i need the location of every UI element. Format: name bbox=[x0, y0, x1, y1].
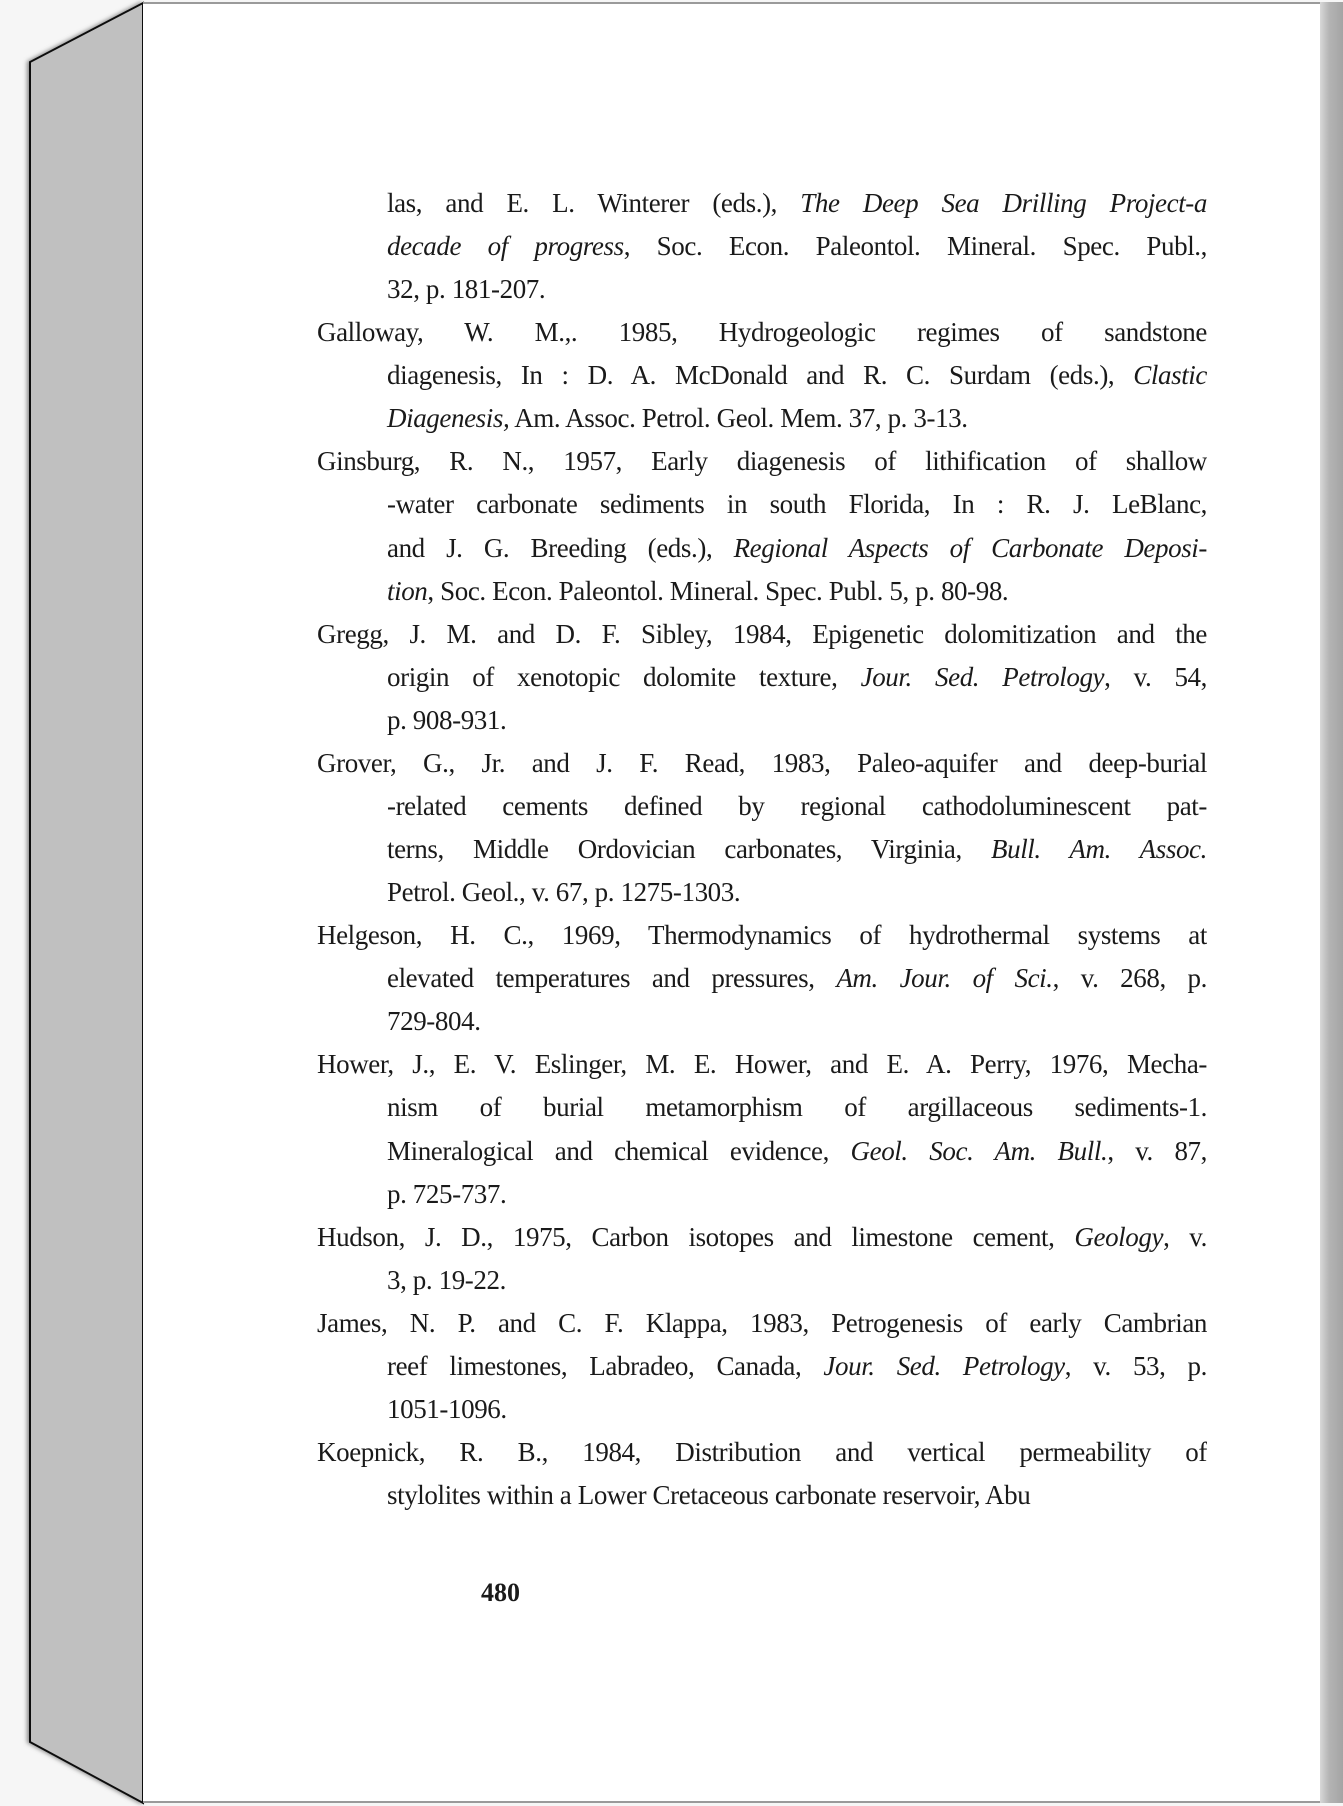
reference-text: Hower, J., E. V. Eslinger, M. E. Hower, and E. A. Perry, 1976, Mecha- bbox=[317, 1049, 1207, 1080]
reference-line bbox=[387, 527, 1207, 570]
reference-text: , v. bbox=[1163, 1221, 1207, 1252]
reference-line bbox=[317, 1431, 1207, 1474]
italic-title-text: Bull. Am. Assoc. bbox=[991, 834, 1207, 865]
reference-text: las, and E. L. Winterer (eds.), bbox=[387, 188, 801, 218]
reference-line bbox=[317, 1043, 1207, 1086]
reference-text: , v. 54, bbox=[1104, 661, 1207, 692]
reference-text: Ginsburg, R. N., 1957, Early diagenesis of lithification of shallow bbox=[317, 446, 1207, 477]
reference-text: Helgeson, H. C., 1969, Thermodynamics of hydrothermal systems at bbox=[317, 920, 1207, 951]
reference-line bbox=[387, 699, 1207, 742]
reference-text: , v. 268, p. bbox=[1052, 963, 1207, 994]
italic-title-text: Jour. Sed. Petrology bbox=[860, 661, 1105, 692]
reference-text: , v. 53, p. bbox=[1064, 1350, 1207, 1381]
italic-title-text: Regional Aspects of Carbonate Deposi- bbox=[733, 532, 1207, 563]
italic-title-text: Diagenesis, bbox=[387, 403, 510, 434]
reference-line bbox=[387, 957, 1207, 1000]
page-number: 480 bbox=[481, 1578, 520, 1607]
reference-text: stylolites within a Lower Cretaceous carbonate reservoir, Abu bbox=[387, 1480, 1031, 1511]
reference-line bbox=[317, 1216, 1207, 1259]
reference-text: p. 725-737. bbox=[387, 1178, 507, 1209]
italic-title-text: Am. Jour. of Sci. bbox=[836, 963, 1053, 994]
reference-text: 32, p. 181-207. bbox=[387, 274, 546, 305]
reference-text: Mineralogical and chemical evidence, bbox=[387, 1135, 851, 1166]
reference-line bbox=[387, 828, 1207, 871]
reference-text: Grover, G., Jr. and J. F. Read, 1983, Paleo-aquifer and deep-burial bbox=[317, 747, 1207, 778]
reference-line bbox=[387, 1000, 1207, 1043]
reference-text: and J. G. Breeding (eds.), bbox=[387, 532, 734, 563]
book-cover-edge bbox=[0, 0, 160, 1806]
reference-line bbox=[387, 182, 1207, 225]
italic-title-text: Geology bbox=[1074, 1221, 1164, 1252]
reference-line bbox=[387, 397, 1207, 440]
reference-line bbox=[387, 1130, 1207, 1173]
reference-line bbox=[387, 1173, 1207, 1216]
reference-text: , Soc. Econ. Paleontol. Mineral. Spec. Publ. 5, p. 80-98. bbox=[427, 575, 1009, 606]
italic-title-text: Jour. Sed. Petrology bbox=[823, 1350, 1065, 1381]
reference-text: Galloway, W. M.,. 1985, Hydrogeologic regimes of sandstone bbox=[317, 317, 1207, 348]
reference-line bbox=[317, 1302, 1207, 1345]
reference-text: reef limestones, Labradeo, Canada, bbox=[387, 1350, 824, 1381]
reference-line bbox=[317, 914, 1207, 957]
reference-text: diagenesis, In : D. A. McDonald and R. C. Surdam (eds.), bbox=[387, 360, 1134, 391]
reference-text: -related cements defined by regional cathodoluminescent pat- bbox=[387, 790, 1207, 821]
reference-text: 1051-1096. bbox=[387, 1393, 507, 1424]
reference-line bbox=[387, 871, 1207, 914]
reference-text: Koepnick, R. B., 1984, Distribution and vertical permeability of bbox=[317, 1437, 1207, 1468]
reference-line bbox=[387, 570, 1207, 613]
italic-title-text: Geol. Soc. Am. Bull. bbox=[850, 1135, 1108, 1166]
italic-title-text: The Deep Sea Drilling Project-a bbox=[800, 188, 1207, 218]
reference-line bbox=[387, 268, 1207, 311]
reference-line bbox=[317, 742, 1207, 785]
reference-line bbox=[387, 1474, 1207, 1517]
reference-text: James, N. P. and C. F. Klappa, 1983, Petrogenesis of early Cambrian bbox=[317, 1307, 1207, 1338]
reference-line bbox=[317, 440, 1207, 483]
reference-text: 3, p. 19-22. bbox=[387, 1264, 506, 1295]
reference-text: nism of burial metamorphism of argillaceous sediments-1. bbox=[387, 1092, 1207, 1123]
reference-line bbox=[317, 311, 1207, 354]
reference-line bbox=[387, 1345, 1207, 1388]
reference-text: Gregg, J. M. and D. F. Sibley, 1984, Epigenetic dolomitization and the bbox=[317, 618, 1207, 649]
reference-line bbox=[387, 1259, 1207, 1302]
italic-title-text: tion bbox=[387, 575, 428, 606]
italic-title-text: decade of progress bbox=[387, 231, 624, 262]
reference-text: -water carbonate sediments in south Florida, In : R. J. LeBlanc, bbox=[387, 489, 1207, 520]
reference-text: , v. 87, bbox=[1107, 1135, 1207, 1166]
reference-text: Petrol. Geol., v. 67, p. 1275-1303. bbox=[387, 877, 741, 908]
reference-text: , Soc. Econ. Paleontol. Mineral. Spec. Publ., bbox=[623, 231, 1207, 262]
reference-text: p. 908-931. bbox=[387, 704, 507, 735]
reference-line bbox=[387, 656, 1207, 699]
reference-line bbox=[387, 785, 1207, 828]
reference-line bbox=[387, 1388, 1207, 1431]
book-page bbox=[143, 2, 1320, 1803]
reference-line bbox=[387, 1086, 1207, 1129]
reference-line bbox=[387, 354, 1207, 397]
reference-text: terns, Middle Ordovician carbonates, Virginia, bbox=[387, 834, 992, 865]
reference-text: 729-804. bbox=[387, 1006, 481, 1037]
reference-line bbox=[387, 483, 1207, 526]
reference-line bbox=[387, 225, 1207, 268]
page-stack-edge bbox=[1320, 2, 1343, 1803]
reference-text: Am. Assoc. Petrol. Geol. Mem. 37, p. 3-13. bbox=[509, 403, 968, 434]
reference-text: elevated temperatures and pressures, bbox=[387, 963, 837, 994]
italic-title-text: Clastic bbox=[1133, 360, 1207, 391]
reference-text: origin of xenotopic dolomite texture, bbox=[387, 661, 861, 692]
reference-line bbox=[317, 613, 1207, 656]
reference-text: Hudson, J. D., 1975, Carbon isotopes and limestone cement, bbox=[317, 1221, 1075, 1252]
